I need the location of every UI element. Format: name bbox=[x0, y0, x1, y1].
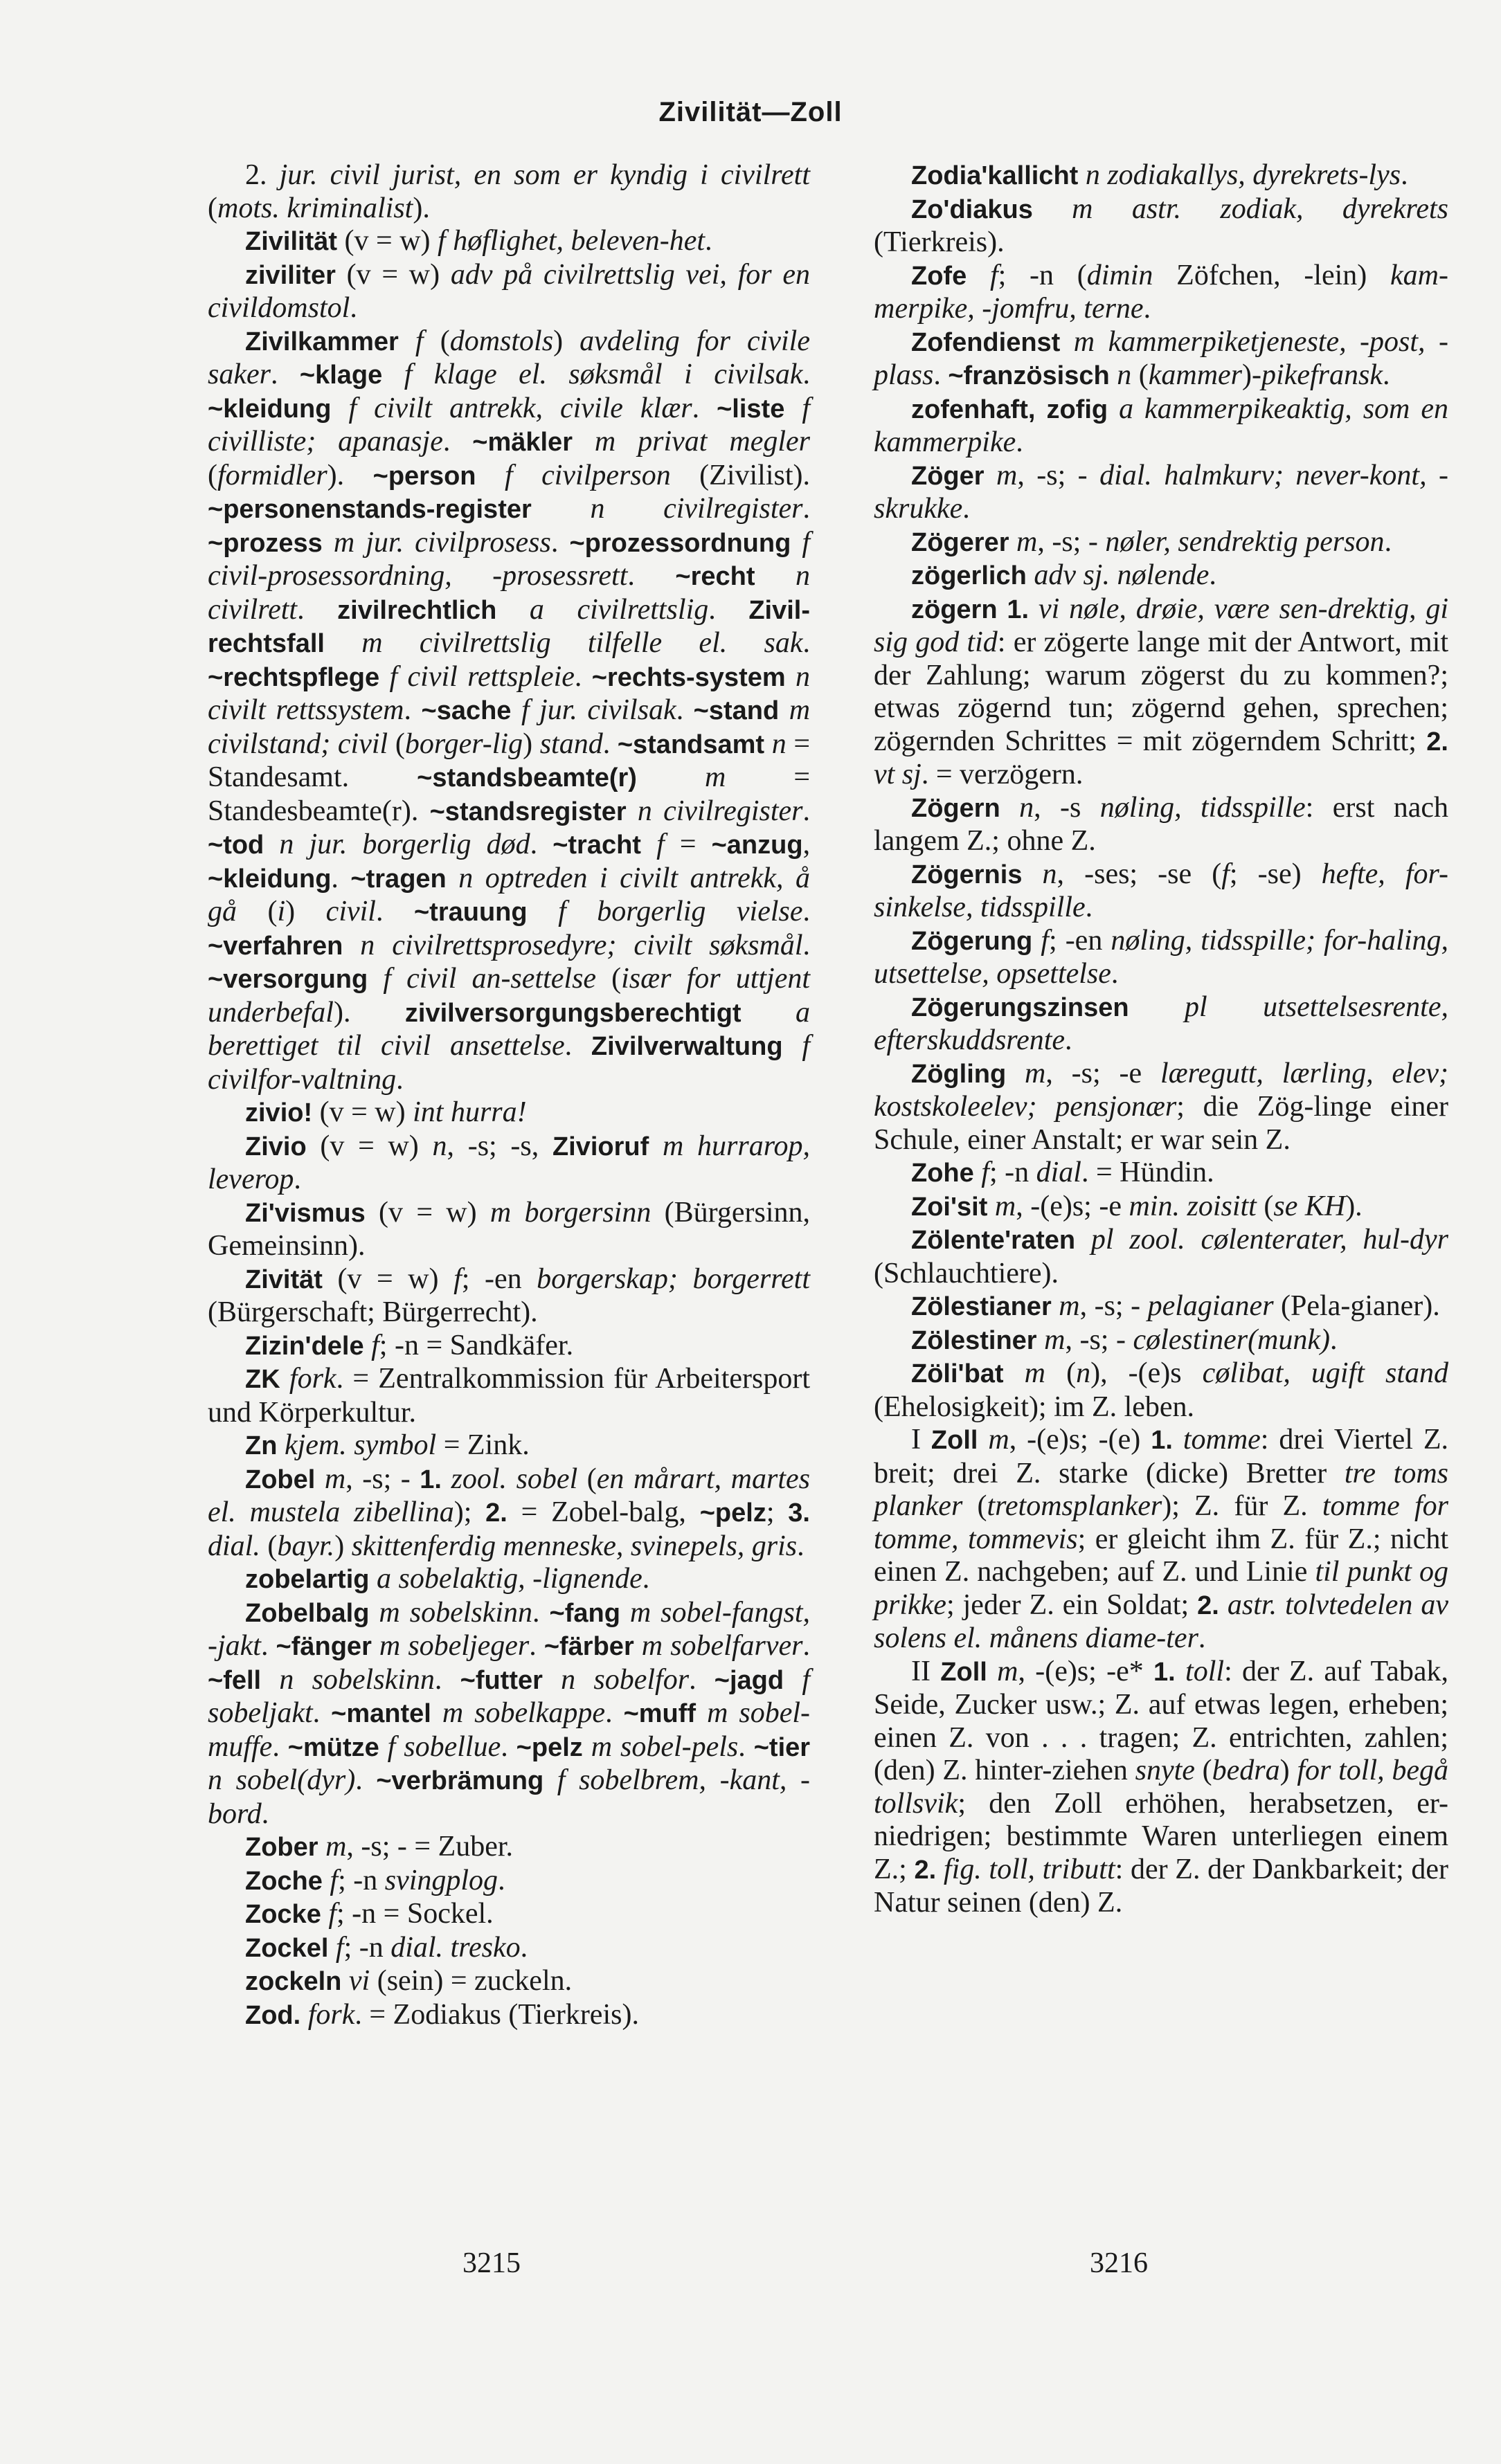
dictionary-entry: Zo'diakus m astr. zodiak, dyrekrets (Tierkreis). bbox=[874, 192, 1448, 258]
dictionary-entry: Zocke f; -n = Sockel. bbox=[245, 1898, 494, 1930]
dictionary-entry: Zivilität (v = w) f høflighet, beleven-het. bbox=[245, 225, 712, 257]
dictionary-entry: zofenhaft, zofig a kammerpikeaktig, som en kammerpike. bbox=[874, 392, 1448, 458]
dictionary-entry: Zockel f; -n dial. tresko. bbox=[245, 1931, 528, 1964]
dictionary-entry: Zögernis n, -ses; -se (f; -se) hefte, for-sinkelse, tidsspille. bbox=[874, 858, 1449, 923]
dictionary-entry: Zivio (v = w) n, -s; -s, Zivioruf m hurrarop, leverop. bbox=[208, 1130, 810, 1195]
dictionary-entry: Zod. fork. = Zodiakus (Tierkreis). bbox=[245, 1998, 639, 2031]
dictionary-entry: Zöger m, -s; - dial. halmkurv; never-kont, -skrukke. bbox=[874, 459, 1448, 525]
dictionary-entry: Zodia'kallicht n zodiakallys, dyrekrets-lys. bbox=[911, 159, 1408, 191]
dictionary-entry: Zölestiner m, -s; - cølestiner(munk). bbox=[911, 1323, 1338, 1356]
dictionary-entry: Zi'vismus (v = w) m borgersinn (Bürgersinn, Gemeinsinn). bbox=[208, 1196, 810, 1262]
dictionary-entry: II Zoll m, -(e)s; -e* 1. toll: der Z. auf Tabak, Seide, Zucker usw.; Z. auf etwas legen, erheben; einen Z. von . . . tragen; Z. entrichten, zahlen; (den) Z. hinter-ziehen snyte (bedra) for toll, begå tollsvik; den Zoll erhöhen, herabsetzen, er-niedrigen; bestimmte Waren unterliegen einem Z.; 2. fig. toll, tributt: der Z. der Dankbarkeit; der Natur seinen (den) Z. bbox=[874, 1655, 1449, 1919]
dictionary-entry: I Zoll m, -(e)s; -(e) 1. tomme: drei Viertel Z. breit; drei Z. starke (dicke) Bretter tre toms planker (tretomsplanker); Z. für Z. tomme for tomme, tommevis; er gleicht ihm Z. für Z.; nicht einen Z. nachgeben; auf Z. und Linie til punkt og prikke; jeder Z. ein Soldat; 2. astr. tolvtedelen av solens el. månens diame-ter. bbox=[874, 1424, 1449, 1654]
page-number-left: 3215 bbox=[462, 2247, 521, 2279]
right-column bbox=[874, 159, 1448, 1920]
dictionary-entry: Zivität (v = w) f; -en borgerskap; borgerrett (Bürgerschaft; Bürgerrecht). bbox=[208, 1262, 810, 1328]
dictionary-entry: Zobel m, -s; - 1. zool. sobel (en mårart, martes el. mustela zibellina); 2. = Zobel-balg, ~pelz; 3. dial. (bayr.) skittenferdig menneske, svinepels, gris. bbox=[208, 1462, 810, 1562]
dictionary-entry: Zöli'bat m (n), -(e)s cølibat, ugift stand (Ehelosigkeit); im Z. leben. bbox=[874, 1357, 1448, 1423]
dictionary-entry: zögern 1. vi nøle, drøie, være sen-drektig, gi sig god tid: er zögerte lange mit der Antwort, mit der Zahlung; warum zögerst du zu kommen?; etwas zögernd tun; zögernd gehen, sprechen; zögernden Schrittes = mit zögerndem Schritt; 2. vt sj. = verzögern. bbox=[874, 592, 1449, 790]
dictionary-entry: Zoche f; -n svingplog. bbox=[245, 1864, 505, 1896]
dictionary-entry: Zölente'raten pl zool. cølenterater, hul-dyr (Schlauchtiere). bbox=[874, 1224, 1448, 1289]
dictionary-entry: ziviliter (v = w) adv på civilrettslig vei, for en civildomstol. bbox=[208, 258, 810, 324]
dictionary-entry: Zofendienst m kammerpiketjeneste, -post, -plass. ~französisch n (kammer)-pikefransk. bbox=[874, 325, 1449, 391]
dictionary-entry: Zofe f; -n (dimin Zöfchen, -lein) kam-merpike, -jomfru, terne. bbox=[874, 259, 1448, 325]
left-column bbox=[208, 159, 810, 2032]
dictionary-entry: Zögerungszinsen pl utsettelsesrente, efterskuddsrente. bbox=[874, 990, 1448, 1056]
dictionary-entry: Zivilkammer f (domstols) avdeling for civile saker. ~klage f klage el. søksmål i civilsak. ~kleidung f civilt antrekk, civile klær. ~liste f civilliste; apanasje. ~mäkler m privat megler (formidler). ~person f civilperson (Zivilist). ~personenstands-register n civilregister. ~prozess m jur. civilprosess. ~prozessordnung f civil-prosessordning, -prosessrett. ~recht n civilrett. zivilrechtlich a civilrettslig. Zivil-rechtsfall m civilrettslig tilfelle el. sak. ~rechtspflege f civil rettspleie. ~rechts-system n civilt rettssystem. ~sache f jur. civilsak. ~stand m civilstand; civil (borger-lig) stand. ~standsamt n = Standesamt. ~standsbeamte(r) m = Standesbeamte(r). ~standsregister n civilregister. ~tod n jur. borgerlig død. ~tracht f = ~anzug, ~kleidung. ~tragen n optreden i civilt antrekk, å gå (i) civil. ~trauung f borgerlig vielse. ~verfahren n civilrettsprosedyre; civilt søksmål. ~versorgung f civil an-settelse (især for uttjent underbefal). zivilversorgungsberechtigt a berettiget til civil ansettelse. Zivilverwaltung f civilfor-valtning. bbox=[208, 325, 811, 1096]
dictionary-entry: Zobelbalg m sobelskinn. ~fang m sobel-fangst, -jakt. ~fänger m sobeljeger. ~färber m sobelfarver. ~fell n sobelskinn. ~futter n sobelfor. ~jagd f sobeljakt. ~mantel m sobelkappe. ~muff m sobel-muffe. ~mütze f sobellue. ~pelz m sobel-pels. ~tier n sobel(dyr). ~verbrämung f sobelbrem, -kant, -bord. bbox=[208, 1596, 811, 1830]
dictionary-entry: Zögerung f; -en nøling, tidsspille; for-haling, utsettelse, opsettelse. bbox=[874, 924, 1449, 990]
dictionary-entry: zobelartig a sobelaktig, -lignende. bbox=[245, 1563, 650, 1595]
dictionary-entry: ZK fork. = Zentralkommission für Arbeitersport und Körperkultur. bbox=[208, 1363, 810, 1429]
dictionary-entry: Zoi'sit m, -(e)s; -e min. zoisitt (se KH). bbox=[911, 1190, 1363, 1222]
running-header: Zivilität—Zoll bbox=[658, 97, 843, 127]
dictionary-entry: zockeln vi (sein) = zuckeln. bbox=[245, 1965, 573, 1997]
dictionary-entry: Zohe f; -n dial. = Hündin. bbox=[911, 1157, 1214, 1188]
dictionary-entry: Zögerer m, -s; - nøler, sendrektig person. bbox=[911, 525, 1392, 558]
page-number-right: 3216 bbox=[1090, 2247, 1148, 2279]
dictionary-entry: Zober m, -s; - = Zuber. bbox=[245, 1831, 514, 1863]
dictionary-entry: Zölestianer m, -s; - pelagianer (Pela-gianer). bbox=[911, 1290, 1440, 1322]
dictionary-entry: Zögern n, -s nøling, tidsspille: erst nach langem Z.; ohne Z. bbox=[874, 791, 1449, 857]
dictionary-entry: 2. jur. civil jurist, en som er kyndig i civilrett (mots. kriminalist). bbox=[208, 159, 811, 224]
dictionary-entry: zivio! (v = w) int hurra! bbox=[245, 1096, 527, 1128]
dictionary-entry: zögerlich adv sj. nølende. bbox=[911, 559, 1216, 591]
dictionary-entry: Zögling m, -s; -e læregutt, lærling, elev; kostskoleelev; pensjonær; die Zög-linge einer Schule, einer Anstalt; er war sein Z. bbox=[874, 1057, 1448, 1156]
dictionary-entry: Zn kjem. symbol = Zink. bbox=[245, 1429, 530, 1461]
dictionary-entry: Zizin'dele f; -n = Sandkäfer. bbox=[245, 1329, 574, 1361]
